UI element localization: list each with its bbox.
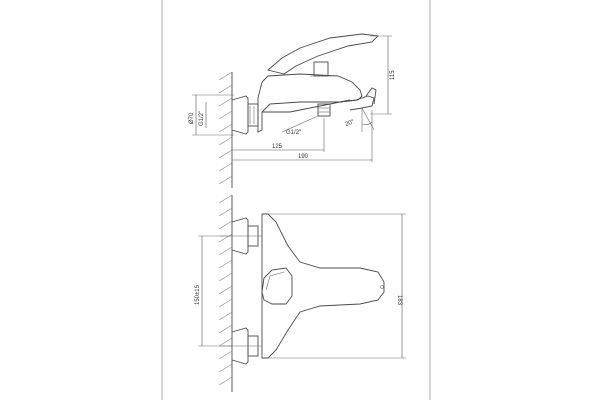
dim-text-angle: 20° (344, 119, 356, 128)
wall-connector-side (232, 96, 258, 134)
lever-handle-side (268, 34, 378, 74)
dim-text-width-inner: 125 (272, 144, 283, 150)
dimension-outlet-thread (282, 116, 318, 136)
lever-handle-front (262, 268, 292, 304)
wall-side (219, 72, 232, 188)
dim-text-thread: G1/2" (199, 110, 205, 126)
cartridge-cap (314, 62, 328, 76)
dim-text-outlet-thread: G1/2" (286, 130, 302, 136)
mixer-body-front (262, 214, 384, 358)
dimension-angle (345, 108, 374, 132)
dimension-height-front (268, 214, 406, 358)
spout-side (340, 96, 374, 110)
wall-front (219, 195, 232, 392)
dim-text-centers: 150±15 (195, 285, 201, 305)
dimension-width-outer (232, 110, 372, 162)
dimension-centers (195, 236, 232, 346)
dim-text-height-front: 183 (396, 295, 402, 306)
dim-text-width-outer: 190 (298, 154, 309, 160)
side-view (189, 34, 396, 188)
dimension-thread-wall (199, 102, 206, 128)
dim-text-diameter: Ø70 (189, 112, 195, 124)
dimension-width-inner (232, 118, 324, 162)
dim-text-height-side: 115 (390, 70, 396, 80)
front-view (195, 195, 406, 392)
indicator-dot (381, 286, 384, 289)
mixer-body-side (258, 34, 378, 132)
